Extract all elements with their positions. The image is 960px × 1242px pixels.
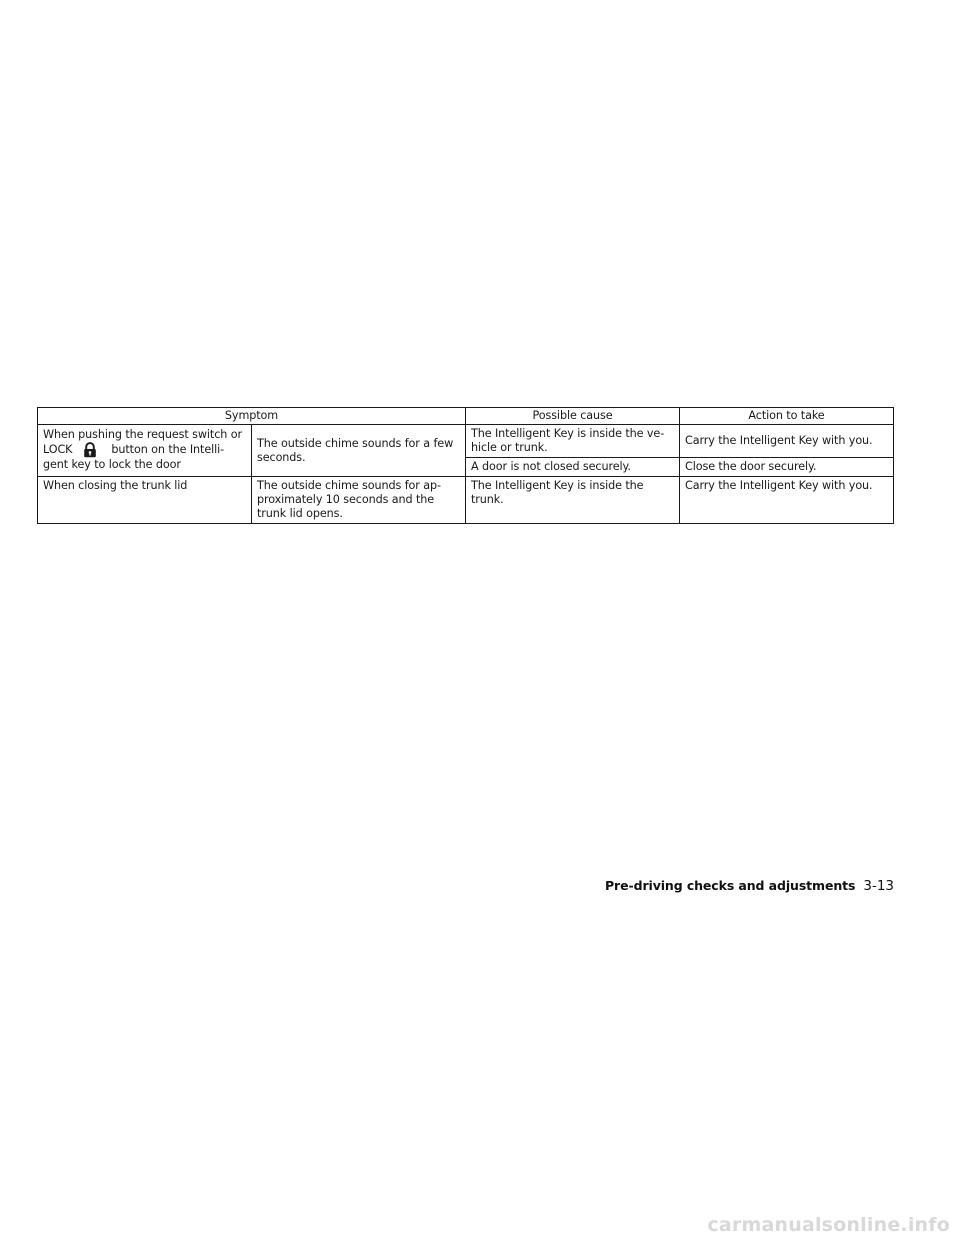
padlock-icon <box>82 442 98 458</box>
possible-cause-trunk-cell: The outside chime sounds for ap- proximately 10 seconds and the trunk lid opens. <box>252 477 466 524</box>
symptom-text-end: button on the Intelli- gent key to lock the door <box>43 443 225 471</box>
symptom-cell <box>38 425 252 477</box>
header-symptom: Symptom <box>38 408 466 425</box>
page-number: 3-13 <box>863 878 894 894</box>
action-close-door-cell: Close the door securely. <box>680 458 894 477</box>
symptom-trunk-cell: When closing the trunk lid <box>38 477 252 524</box>
troubleshooting-table <box>37 407 894 524</box>
cause-key-inside-cell: The Intelligent Key is inside the ve- hicle or trunk. <box>466 425 680 458</box>
symptom-text-start: When pushing the request switch or LOCK <box>43 428 242 456</box>
table-row <box>38 425 894 458</box>
header-action-to-take: Action to take <box>680 408 894 425</box>
table-row <box>38 477 894 524</box>
action-trunk-cell: Carry the Intelligent Key with you. <box>680 477 894 524</box>
watermark: carmanualsonline.info <box>707 1214 950 1236</box>
header-possible-cause: Possible cause <box>466 408 680 425</box>
table-header-row <box>38 408 894 425</box>
page-footer <box>605 877 894 895</box>
action-carry-key-cell: Carry the Intelligent Key with you. <box>680 425 894 458</box>
cause-door-not-closed-cell: A door is not closed securely. <box>466 458 680 477</box>
section-title: Pre-driving checks and adjustments <box>605 878 856 893</box>
cause-trunk-cell: The Intelligent Key is inside the trunk. <box>466 477 680 524</box>
possible-cause-cell: The outside chime sounds for a few seconds. <box>252 425 466 477</box>
